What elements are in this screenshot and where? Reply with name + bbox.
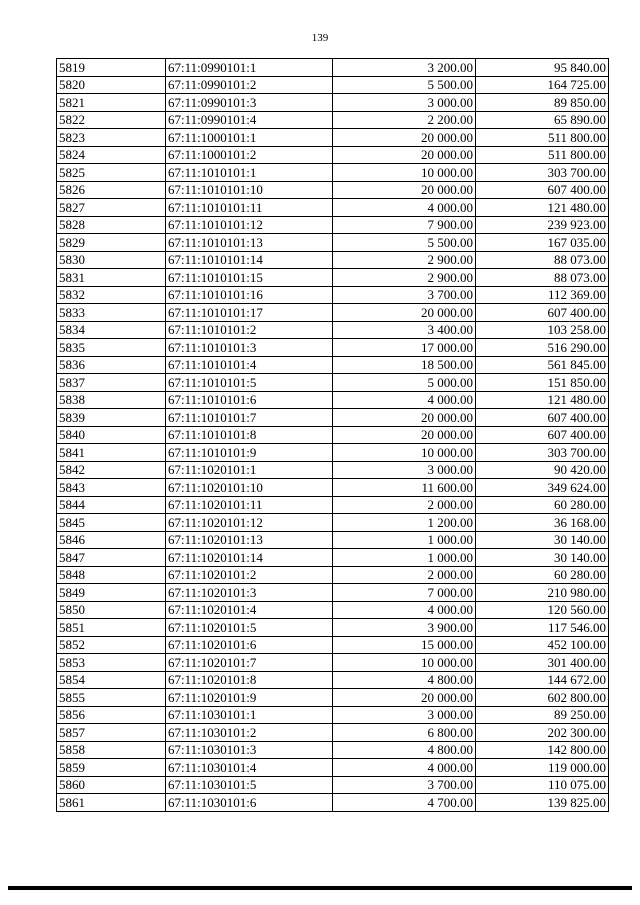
cadastral-number-cell: 67:11:1020101:5	[166, 619, 333, 637]
cadastral-value-cell: 607 400.00	[476, 426, 609, 444]
row-number-cell: 5827	[57, 199, 166, 217]
cadastral-number-cell: 67:11:1020101:13	[166, 531, 333, 549]
area-cell: 4 700.00	[333, 794, 476, 812]
area-cell: 4 000.00	[333, 759, 476, 777]
row-number-cell: 5823	[57, 129, 166, 147]
cadastral-number-cell: 67:11:1020101:3	[166, 584, 333, 602]
cadastral-number-cell: 67:11:1010101:10	[166, 181, 333, 199]
cadastral-value-table	[56, 58, 609, 812]
area-cell: 3 900.00	[333, 619, 476, 637]
cadastral-number-cell: 67:11:1030101:3	[166, 741, 333, 759]
cadastral-value-cell: 65 890.00	[476, 111, 609, 129]
cadastral-number-cell: 67:11:1020101:1	[166, 461, 333, 479]
area-cell: 2 900.00	[333, 251, 476, 269]
cadastral-value-cell: 36 168.00	[476, 514, 609, 532]
area-cell: 6 800.00	[333, 724, 476, 742]
cadastral-number-cell: 67:11:1010101:16	[166, 286, 333, 304]
cadastral-value-cell: 103 258.00	[476, 321, 609, 339]
table-row	[57, 619, 609, 637]
row-number-cell: 5861	[57, 794, 166, 812]
cadastral-value-cell: 142 800.00	[476, 741, 609, 759]
row-number-cell: 5843	[57, 479, 166, 497]
cadastral-number-cell: 67:11:1010101:7	[166, 409, 333, 427]
cadastral-number-cell: 67:11:1020101:2	[166, 566, 333, 584]
cadastral-value-cell: 516 290.00	[476, 339, 609, 357]
table-row	[57, 426, 609, 444]
table-row	[57, 531, 609, 549]
area-cell: 5 000.00	[333, 374, 476, 392]
row-number-cell: 5833	[57, 304, 166, 322]
cadastral-number-cell: 67:11:1030101:4	[166, 759, 333, 777]
area-cell: 1 000.00	[333, 549, 476, 567]
cadastral-value-cell: 110 075.00	[476, 776, 609, 794]
table-row	[57, 304, 609, 322]
row-number-cell: 5856	[57, 706, 166, 724]
cadastral-number-cell: 67:11:1020101:10	[166, 479, 333, 497]
cadastral-value-cell: 607 400.00	[476, 409, 609, 427]
row-number-cell: 5837	[57, 374, 166, 392]
row-number-cell: 5828	[57, 216, 166, 234]
cadastral-number-cell: 67:11:1020101:7	[166, 654, 333, 672]
row-number-cell: 5855	[57, 689, 166, 707]
area-cell: 20 000.00	[333, 129, 476, 147]
area-cell: 4 000.00	[333, 391, 476, 409]
cadastral-number-cell: 67:11:1010101:5	[166, 374, 333, 392]
area-cell: 7 000.00	[333, 584, 476, 602]
cadastral-number-cell: 67:11:1020101:14	[166, 549, 333, 567]
area-cell: 10 000.00	[333, 164, 476, 182]
row-number-cell: 5824	[57, 146, 166, 164]
table-row	[57, 566, 609, 584]
row-number-cell: 5844	[57, 496, 166, 514]
row-number-cell: 5850	[57, 601, 166, 619]
area-cell: 4 800.00	[333, 741, 476, 759]
cadastral-value-cell: 112 369.00	[476, 286, 609, 304]
cadastral-number-cell: 67:11:1020101:6	[166, 636, 333, 654]
row-number-cell: 5845	[57, 514, 166, 532]
area-cell: 4 000.00	[333, 199, 476, 217]
area-cell: 17 000.00	[333, 339, 476, 357]
table-row	[57, 776, 609, 794]
row-number-cell: 5854	[57, 671, 166, 689]
row-number-cell: 5846	[57, 531, 166, 549]
area-cell: 1 200.00	[333, 514, 476, 532]
cadastral-number-cell: 67:11:1020101:11	[166, 496, 333, 514]
row-number-cell: 5826	[57, 181, 166, 199]
row-number-cell: 5859	[57, 759, 166, 777]
cadastral-value-cell: 607 400.00	[476, 181, 609, 199]
area-cell: 2 000.00	[333, 496, 476, 514]
table-row	[57, 181, 609, 199]
row-number-cell: 5836	[57, 356, 166, 374]
area-cell: 5 500.00	[333, 76, 476, 94]
row-number-cell: 5860	[57, 776, 166, 794]
cadastral-value-cell: 95 840.00	[476, 59, 609, 77]
cadastral-value-cell: 120 560.00	[476, 601, 609, 619]
cadastral-number-cell: 67:11:1010101:2	[166, 321, 333, 339]
area-cell: 4 000.00	[333, 601, 476, 619]
table-row	[57, 199, 609, 217]
table-row	[57, 549, 609, 567]
cadastral-value-cell: 301 400.00	[476, 654, 609, 672]
cadastral-value-cell: 121 480.00	[476, 199, 609, 217]
area-cell: 3 000.00	[333, 706, 476, 724]
cadastral-number-cell: 67:11:1020101:4	[166, 601, 333, 619]
cadastral-number-cell: 67:11:1020101:8	[166, 671, 333, 689]
row-number-cell: 5848	[57, 566, 166, 584]
table-row	[57, 391, 609, 409]
row-number-cell: 5819	[57, 59, 166, 77]
cadastral-value-cell: 164 725.00	[476, 76, 609, 94]
table-row	[57, 286, 609, 304]
table-row	[57, 356, 609, 374]
cadastral-value-cell: 144 672.00	[476, 671, 609, 689]
area-cell: 3 000.00	[333, 461, 476, 479]
table-row	[57, 234, 609, 252]
cadastral-number-cell: 67:11:1010101:15	[166, 269, 333, 287]
cadastral-number-cell: 67:11:1010101:11	[166, 199, 333, 217]
cadastral-number-cell: 67:11:1010101:6	[166, 391, 333, 409]
area-cell: 2 900.00	[333, 269, 476, 287]
area-cell: 2 200.00	[333, 111, 476, 129]
area-cell: 20 000.00	[333, 689, 476, 707]
footer-rule	[8, 886, 632, 890]
table-row	[57, 636, 609, 654]
row-number-cell: 5858	[57, 741, 166, 759]
cadastral-value-cell: 139 825.00	[476, 794, 609, 812]
table-row	[57, 216, 609, 234]
table-row	[57, 94, 609, 112]
cadastral-value-cell: 561 845.00	[476, 356, 609, 374]
row-number-cell: 5829	[57, 234, 166, 252]
cadastral-number-cell: 67:11:0990101:4	[166, 111, 333, 129]
table-row	[57, 269, 609, 287]
row-number-cell: 5835	[57, 339, 166, 357]
cadastral-number-cell: 67:11:1020101:9	[166, 689, 333, 707]
cadastral-value-cell: 88 073.00	[476, 269, 609, 287]
table-row	[57, 601, 609, 619]
row-number-cell: 5847	[57, 549, 166, 567]
table-row	[57, 759, 609, 777]
row-number-cell: 5831	[57, 269, 166, 287]
table-row	[57, 59, 609, 77]
cadastral-value-cell: 30 140.00	[476, 531, 609, 549]
area-cell: 10 000.00	[333, 444, 476, 462]
table-row	[57, 514, 609, 532]
row-number-cell: 5838	[57, 391, 166, 409]
area-cell: 7 900.00	[333, 216, 476, 234]
area-cell: 2 000.00	[333, 566, 476, 584]
area-cell: 18 500.00	[333, 356, 476, 374]
area-cell: 1 000.00	[333, 531, 476, 549]
table-row	[57, 461, 609, 479]
area-cell: 3 700.00	[333, 286, 476, 304]
cadastral-number-cell: 67:11:1010101:8	[166, 426, 333, 444]
row-number-cell: 5832	[57, 286, 166, 304]
area-cell: 10 000.00	[333, 654, 476, 672]
area-cell: 3 400.00	[333, 321, 476, 339]
area-cell: 5 500.00	[333, 234, 476, 252]
table-row	[57, 444, 609, 462]
area-cell: 3 200.00	[333, 59, 476, 77]
table-row	[57, 251, 609, 269]
cadastral-number-cell: 67:11:1020101:12	[166, 514, 333, 532]
row-number-cell: 5822	[57, 111, 166, 129]
row-number-cell: 5842	[57, 461, 166, 479]
cadastral-number-cell: 67:11:1030101:6	[166, 794, 333, 812]
area-cell: 20 000.00	[333, 181, 476, 199]
table-row	[57, 76, 609, 94]
cadastral-value-cell: 202 300.00	[476, 724, 609, 742]
cadastral-value-cell: 89 850.00	[476, 94, 609, 112]
cadastral-number-cell: 67:11:1030101:5	[166, 776, 333, 794]
row-number-cell: 5841	[57, 444, 166, 462]
cadastral-value-cell: 89 250.00	[476, 706, 609, 724]
cadastral-value-cell: 602 800.00	[476, 689, 609, 707]
table-row	[57, 479, 609, 497]
cadastral-number-cell: 67:11:0990101:3	[166, 94, 333, 112]
row-number-cell: 5821	[57, 94, 166, 112]
cadastral-number-cell: 67:11:1000101:1	[166, 129, 333, 147]
area-cell: 20 000.00	[333, 409, 476, 427]
table-row	[57, 706, 609, 724]
table-row	[57, 671, 609, 689]
cadastral-number-cell: 67:11:1010101:17	[166, 304, 333, 322]
table-row	[57, 741, 609, 759]
table-row	[57, 654, 609, 672]
cadastral-number-cell: 67:11:1030101:2	[166, 724, 333, 742]
table-row	[57, 164, 609, 182]
cadastral-number-cell: 67:11:1010101:13	[166, 234, 333, 252]
cadastral-value-cell: 88 073.00	[476, 251, 609, 269]
cadastral-number-cell: 67:11:1000101:2	[166, 146, 333, 164]
cadastral-value-cell: 239 923.00	[476, 216, 609, 234]
cadastral-value-cell: 117 546.00	[476, 619, 609, 637]
cadastral-value-cell: 303 700.00	[476, 444, 609, 462]
table-row	[57, 496, 609, 514]
area-cell: 4 800.00	[333, 671, 476, 689]
cadastral-value-cell: 60 280.00	[476, 566, 609, 584]
row-number-cell: 5849	[57, 584, 166, 602]
table-row	[57, 374, 609, 392]
table-body	[57, 59, 609, 812]
cadastral-number-cell: 67:11:1010101:1	[166, 164, 333, 182]
row-number-cell: 5852	[57, 636, 166, 654]
area-cell: 3 000.00	[333, 94, 476, 112]
row-number-cell: 5825	[57, 164, 166, 182]
page-number: 139	[311, 32, 329, 44]
cadastral-value-cell: 167 035.00	[476, 234, 609, 252]
table-row	[57, 339, 609, 357]
area-cell: 11 600.00	[333, 479, 476, 497]
row-number-cell: 5853	[57, 654, 166, 672]
table-row	[57, 129, 609, 147]
row-number-cell: 5840	[57, 426, 166, 444]
cadastral-value-cell: 210 980.00	[476, 584, 609, 602]
table-row	[57, 409, 609, 427]
cadastral-number-cell: 67:11:1010101:9	[166, 444, 333, 462]
table-row	[57, 321, 609, 339]
row-number-cell: 5834	[57, 321, 166, 339]
cadastral-value-cell: 151 850.00	[476, 374, 609, 392]
row-number-cell: 5839	[57, 409, 166, 427]
table-row	[57, 111, 609, 129]
row-number-cell: 5857	[57, 724, 166, 742]
cadastral-number-cell: 67:11:1010101:3	[166, 339, 333, 357]
table-row	[57, 584, 609, 602]
cadastral-value-cell: 60 280.00	[476, 496, 609, 514]
cadastral-value-cell: 607 400.00	[476, 304, 609, 322]
cadastral-value-cell: 30 140.00	[476, 549, 609, 567]
area-cell: 20 000.00	[333, 146, 476, 164]
cadastral-value-cell: 121 480.00	[476, 391, 609, 409]
cadastral-number-cell: 67:11:0990101:2	[166, 76, 333, 94]
table-row	[57, 689, 609, 707]
table-row	[57, 146, 609, 164]
cadastral-value-cell: 303 700.00	[476, 164, 609, 182]
cadastral-number-cell: 67:11:1010101:14	[166, 251, 333, 269]
cadastral-number-cell: 67:11:1010101:12	[166, 216, 333, 234]
cadastral-value-cell: 452 100.00	[476, 636, 609, 654]
area-cell: 3 700.00	[333, 776, 476, 794]
cadastral-number-cell: 67:11:0990101:1	[166, 59, 333, 77]
row-number-cell: 5820	[57, 76, 166, 94]
area-cell: 20 000.00	[333, 426, 476, 444]
table-row	[57, 724, 609, 742]
table-row	[57, 794, 609, 812]
cadastral-value-cell: 90 420.00	[476, 461, 609, 479]
cadastral-value-cell: 511 800.00	[476, 129, 609, 147]
cadastral-value-cell: 349 624.00	[476, 479, 609, 497]
area-cell: 20 000.00	[333, 304, 476, 322]
row-number-cell: 5851	[57, 619, 166, 637]
cadastral-value-cell: 511 800.00	[476, 146, 609, 164]
row-number-cell: 5830	[57, 251, 166, 269]
cadastral-value-cell: 119 000.00	[476, 759, 609, 777]
cadastral-number-cell: 67:11:1030101:1	[166, 706, 333, 724]
cadastral-number-cell: 67:11:1010101:4	[166, 356, 333, 374]
area-cell: 15 000.00	[333, 636, 476, 654]
